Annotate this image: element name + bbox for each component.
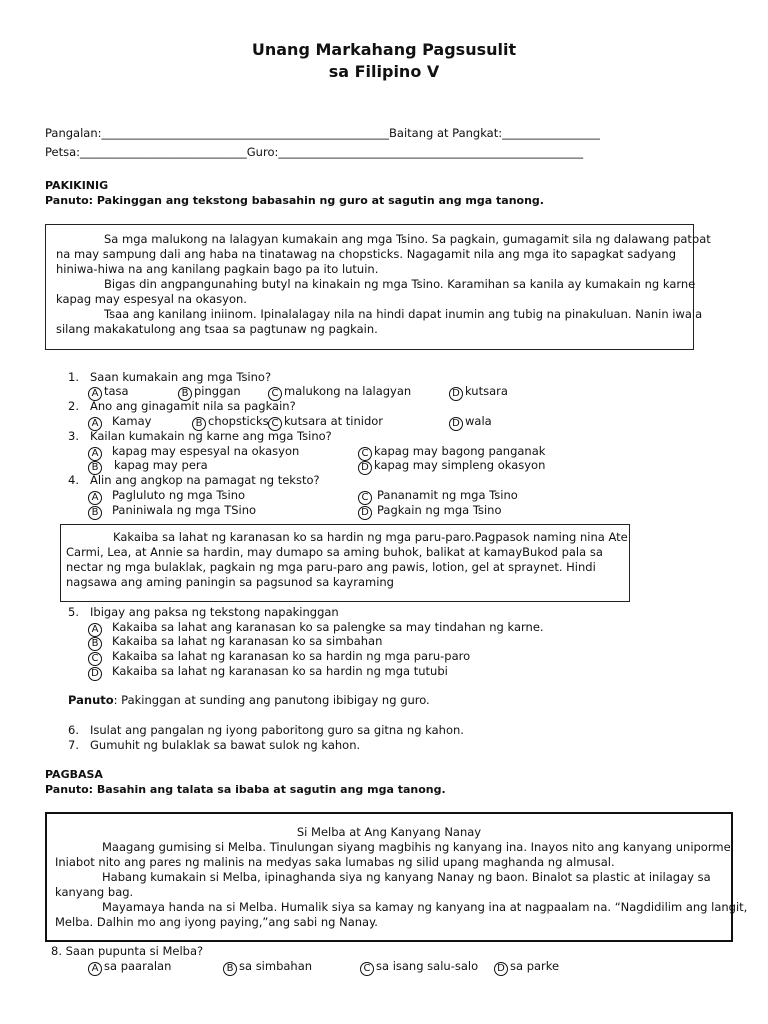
passage-line: Tsaa ang kanilang iniinom. Ipinalalagay nila na hindi dapat inumin ang tubig na pinakuluan. Nanin iwala	[104, 307, 703, 321]
answer-option[interactable]	[88, 959, 171, 976]
option-c-circle[interactable]: C	[358, 491, 372, 505]
option-d-circle[interactable]: D	[88, 667, 102, 681]
question-number: 2.	[68, 399, 79, 413]
passage-line: nectar ng mga bulaklak, pagkain ng mga paru-paro ang pawis, lotion, gel at spraynet. Hindi	[66, 560, 596, 574]
option-label: chopsticks	[208, 414, 269, 428]
passage-box-paruparo	[60, 524, 630, 602]
option-label: sa paaralan	[104, 959, 172, 973]
answer-option[interactable]	[494, 959, 559, 976]
task-number: 6.	[68, 723, 79, 737]
option-label: Kamay	[112, 414, 152, 428]
answer-option[interactable]	[223, 959, 312, 976]
option-a-circle[interactable]: A	[88, 962, 102, 976]
passage-line: Maagang gumising si Melba. Tinulungan siyang magbihis ng kanyang ina. Inayos nito ang kanyang uniporme.	[102, 840, 735, 854]
option-label: kapag may pera	[114, 458, 208, 472]
option-d-circle[interactable]: D	[449, 417, 463, 431]
option-label: sa simbahan	[239, 959, 313, 973]
section-instruction-pagbasa: Panuto: Basahin ang talata sa ibaba at sagutin ang mga tanong.	[45, 783, 446, 796]
option-label: Kakaiba sa lahat ng karanasan ko sa hardin ng mga tutubi	[112, 664, 448, 678]
passage-line: na may sampung dali ang haba na tinatawag na chopsticks. Nagagamit nila ang mga ito sapagkat sadyang	[56, 247, 677, 261]
option-c-circle[interactable]: C	[88, 652, 102, 666]
passage-line: Carmi, Lea, at Annie sa hardin, may dumapo sa aming buhok, balikat at kamayBukod pala sa	[66, 545, 603, 559]
passage-line: kapag may espesyal na okasyon.	[56, 292, 247, 306]
option-a-circle[interactable]: A	[88, 623, 102, 637]
option-b-circle[interactable]: B	[88, 461, 102, 475]
passage-line: Melba. Dalhin mo ang iyong paying,”ang sabi ng Nanay.	[55, 915, 378, 929]
option-label: tasa	[104, 384, 129, 398]
option-label: Pananamit ng mga Tsino	[377, 488, 518, 502]
passage-line: Iniabot nito ang pares ng malinis na medyas saka lumabas ng silid upang maghanda ng almusal.	[55, 855, 615, 869]
task-text: Gumuhit ng bulaklak sa bawat sulok ng kahon.	[90, 738, 361, 752]
option-label: sa isang salu-salo	[376, 959, 479, 973]
question-text: Ibigay ang paksa ng tekstong napakinggan	[90, 605, 339, 619]
option-label: Pagkain ng mga Tsino	[377, 503, 502, 517]
option-label: Paniniwala ng mga TSino	[112, 503, 257, 517]
instruction-label: Panuto	[68, 693, 114, 707]
option-label: Kakaiba sa lahat ng karanasan ko sa hardin ng mga paru-paro	[112, 649, 471, 663]
question-number: 1.	[68, 370, 79, 384]
option-a-circle[interactable]: A	[88, 417, 102, 431]
section-instruction-pakikinig: Panuto: Pakinggan ang tekstong babasahin ng guro at sagutin ang mga tanong.	[45, 194, 544, 207]
page-title: Unang Markahang Pagsusulit	[251, 40, 517, 59]
date-teacher-field[interactable]: Petsa:_____________________________Guro:_____________________________________________________	[45, 145, 584, 159]
option-a-circle[interactable]: A	[88, 387, 102, 401]
passage-line: Mayamaya handa na si Melba. Humalik siya sa kamay ng kanyang ina at nagpaalam na. “Nagdidilim ang langit,	[102, 900, 748, 914]
passage-line: hiniwa-hiwa na ang kanilang pagkain bago pa ito lutuin.	[56, 262, 379, 276]
option-label: Pagluluto ng mga Tsino	[112, 488, 246, 502]
option-label: kutsara	[465, 384, 508, 398]
question-text: Kailan kumakain ng karne ang mga Tsino?	[90, 429, 332, 443]
instruction-line	[68, 693, 430, 708]
section-heading-pagbasa: PAGBASA	[45, 768, 103, 781]
passage-line: kanyang bag.	[55, 885, 134, 899]
answer-option[interactable]	[360, 959, 478, 976]
option-c-circle[interactable]: C	[358, 447, 372, 461]
answer-option[interactable]	[358, 458, 545, 475]
answer-option[interactable]	[449, 384, 508, 401]
option-a-circle[interactable]: A	[88, 447, 102, 461]
passage-box-tsino	[45, 224, 711, 350]
option-label: Kakaiba sa lahat ang karanasan ko sa palengke sa may tindahan ng karne.	[112, 620, 544, 634]
page-subtitle: sa Filipino V	[328, 62, 440, 81]
instruction-text: : Pakinggan at sunding ang panutong ibibigay ng guro.	[113, 693, 430, 707]
option-label: wala	[465, 414, 492, 428]
option-b-circle[interactable]: B	[88, 637, 102, 651]
option-c-circle[interactable]: C	[268, 417, 282, 431]
name-grade-field[interactable]: Pangalan:__________________________________________________Baitang at Pangkat:_________________	[45, 126, 600, 140]
passage-line: silang makakatulong ang tsaa sa pagtunaw ng pagkain.	[56, 322, 378, 336]
answer-option[interactable]	[88, 664, 448, 681]
option-label: malukong na lalagyan	[284, 384, 412, 398]
option-d-circle[interactable]: D	[494, 962, 508, 976]
option-b-circle[interactable]: B	[223, 962, 237, 976]
task-number: 7.	[68, 738, 79, 752]
section-heading-pakikinig: PAKIKINIG	[45, 179, 109, 192]
passage-line: Bigas din angpangunahing butyl na kinakain ng mga Tsino. Karamihan sa kanila ay kumakain ng karne	[104, 277, 696, 291]
option-label: kapag may bagong panganak	[374, 444, 546, 458]
option-d-circle[interactable]: D	[358, 506, 372, 520]
answer-option[interactable]	[449, 414, 492, 431]
passage-title: Si Melba at Ang Kanyang Nanay	[296, 825, 482, 839]
passage-line: Sa mga malukong na lalagyan kumakain ang mga Tsino. Sa pagkain, gumagamit sila ng dalawang patpat	[104, 232, 711, 246]
question-text: 8. Saan pupunta si Melba?	[51, 944, 204, 958]
passage-line: Habang kumakain si Melba, ipinaghanda siya ng kanyang Nanay ng baon. Binalot sa plastic at inilagay sa	[102, 870, 711, 884]
task-text: Isulat ang pangalan ng iyong paboritong guro sa gitna ng kahon.	[90, 723, 464, 737]
option-c-circle[interactable]: C	[268, 387, 282, 401]
option-label: kapag may espesyal na okasyon	[112, 444, 300, 458]
question-text: Saan kumakain ang mga Tsino?	[90, 370, 272, 384]
option-label: sa parke	[510, 959, 560, 973]
question-text: Alin ang angkop na pamagat ng teksto?	[90, 473, 320, 487]
question-number: 5.	[68, 605, 79, 619]
answer-option[interactable]	[88, 503, 256, 520]
option-label: kapag may simpleng okasyon	[374, 458, 546, 472]
option-label: kutsara at tinidor	[284, 414, 384, 428]
answer-option[interactable]	[358, 503, 502, 520]
option-b-circle[interactable]: B	[178, 387, 192, 401]
option-label: pinggan	[194, 384, 241, 398]
option-d-circle[interactable]: D	[358, 461, 372, 475]
option-label: Kakaiba sa lahat ng karanasan ko sa simbahan	[112, 634, 383, 648]
passage-line: nagsawa ang aming paningin sa pagsunod sa kayraming	[66, 575, 394, 589]
option-b-circle[interactable]: B	[192, 417, 206, 431]
option-a-circle[interactable]: A	[88, 491, 102, 505]
option-c-circle[interactable]: C	[360, 962, 374, 976]
question-text: Ano ang ginagamit nila sa pagkain?	[90, 399, 296, 413]
passage-box-melba	[45, 812, 748, 942]
question-number: 3.	[68, 429, 79, 443]
option-d-circle[interactable]: D	[449, 387, 463, 401]
option-b-circle[interactable]: B	[88, 506, 102, 520]
passage-line: Kakaiba sa lahat ng karanasan ko sa hardin ng mga paru-paro.Pagpasok naming nina Ate	[113, 530, 628, 544]
question-number: 4.	[68, 473, 79, 487]
